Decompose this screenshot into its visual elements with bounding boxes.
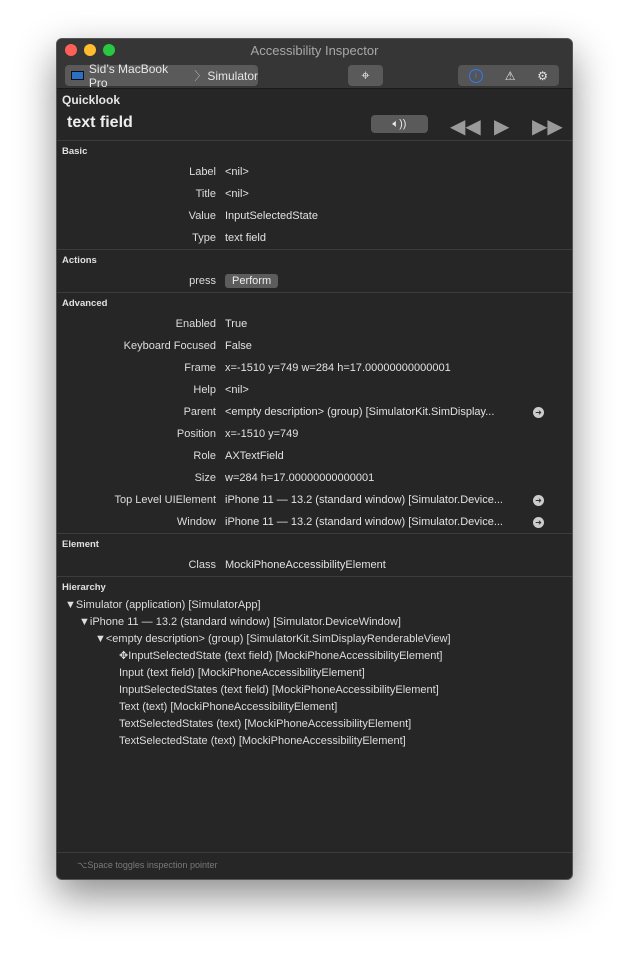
navigate-arrow-icon[interactable]: ➜ (533, 517, 544, 528)
row-label: Title (195, 188, 216, 200)
section-header: Advanced (62, 298, 108, 309)
row-label: Parent (183, 406, 216, 418)
actions-section (57, 250, 572, 293)
chevron-right-icon: 〉 (194, 69, 207, 83)
perform-button[interactable]: Perform (225, 274, 278, 288)
row-label: Class (188, 559, 216, 571)
warning-icon[interactable]: ⚠ (504, 68, 516, 83)
speaker-icon: 🔈︎)) (392, 117, 407, 130)
row-label: Keyboard Focused (123, 340, 216, 352)
hierarchy-item[interactable]: InputSelectedStates (text field) [MockiPhoneAccessibilityElement] (119, 684, 439, 696)
row-value: w=284 h=17.00000000000001 (225, 472, 375, 484)
property-row (57, 379, 572, 401)
row-value: <empty description> (group) [SimulatorKit.SimDisplay... (225, 406, 495, 418)
section-header: Actions (62, 255, 97, 266)
navigate-arrow-icon[interactable]: ➜ (533, 407, 544, 418)
property-row (57, 313, 572, 335)
quicklook-heading: Quicklook (62, 93, 121, 107)
hierarchy-item[interactable]: ▼<empty description> (group) [SimulatorKit.SimDisplayRenderableView] (95, 633, 451, 645)
quicklook-panel (57, 89, 572, 141)
row-value: MockiPhoneAccessibilityElement (225, 559, 386, 571)
property-row (57, 467, 572, 489)
row-value: InputSelectedState (225, 210, 318, 222)
window-title: Accessibility Inspector (250, 43, 379, 58)
row-label: Frame (184, 362, 216, 374)
property-row (57, 423, 572, 445)
macbook-icon (71, 71, 84, 80)
hierarchy-item[interactable]: ✥InputSelectedState (text field) [MockiPhoneAccessibilityElement] (119, 650, 443, 662)
target-chooser[interactable] (65, 61, 258, 90)
row-value: iPhone 11 — 13.2 (standard window) [Simulator.Device... (225, 494, 503, 506)
row-value: <nil> (225, 188, 249, 200)
navigate-arrow-icon[interactable]: ➜ (533, 495, 544, 506)
row-label: Help (193, 384, 216, 396)
crosshair-icon[interactable]: ⌖ (348, 65, 383, 86)
row-value: True (225, 318, 248, 330)
element-section (57, 534, 572, 577)
row-label: Label (189, 166, 216, 178)
speak-button[interactable] (371, 115, 428, 133)
section-header: Basic (62, 146, 88, 157)
row-value: <nil> (225, 166, 249, 178)
row-label: Role (193, 450, 216, 462)
property-row (57, 511, 572, 533)
property-row (57, 445, 572, 467)
rewind-icon[interactable]: ◀◀ (450, 116, 481, 138)
hierarchy-item[interactable]: ▼iPhone 11 — 13.2 (standard window) [Simulator.DeviceWindow] (79, 616, 401, 628)
titlebar (57, 39, 572, 89)
row-label: Size (194, 472, 216, 484)
property-row (57, 335, 572, 357)
row-label: Position (176, 428, 216, 440)
row-label: Top Level UIElement (114, 494, 216, 506)
hierarchy-item[interactable]: ▼Simulator (application) [SimulatorApp] (65, 599, 261, 611)
property-row (57, 183, 572, 205)
info-icon[interactable]: i (469, 69, 483, 83)
row-label: Value (188, 210, 216, 222)
row-value: AXTextField (225, 450, 284, 462)
row-value: x=-1510 y=749 (225, 428, 299, 440)
section-header: Element (62, 539, 99, 550)
fast-forward-icon[interactable]: ▶▶ (532, 116, 563, 138)
play-icon[interactable]: ▶ (494, 116, 510, 138)
row-label: Window (176, 516, 216, 528)
footer-hint: ⌥Space toggles inspection pointer (57, 852, 572, 879)
section-header: Hierarchy (62, 582, 106, 593)
row-value: <nil> (225, 384, 249, 396)
basic-section (57, 141, 572, 250)
property-row (57, 357, 572, 379)
row-value: iPhone 11 — 13.2 (standard window) [Simulator.Device... (225, 516, 503, 528)
property-row (57, 489, 572, 511)
row-value: text field (225, 232, 266, 244)
action-label: press (189, 275, 216, 287)
hierarchy-item[interactable]: Input (text field) [MockiPhoneAccessibilityElement] (119, 667, 365, 679)
row-label: Type (192, 232, 216, 244)
hierarchy-item[interactable]: TextSelectedStates (text) [MockiPhoneAccessibilityElement] (119, 718, 412, 730)
advanced-section (57, 293, 572, 534)
hierarchy-item[interactable]: TextSelectedState (text) [MockiPhoneAccessibilityElement] (119, 735, 406, 747)
target-app: Simulator (207, 68, 258, 83)
hierarchy-item[interactable]: Text (text) [MockiPhoneAccessibilityElement] (119, 701, 338, 713)
property-row (57, 227, 572, 249)
target-device: Sid’s MacBook Pro (88, 61, 169, 90)
property-row (57, 161, 572, 183)
hierarchy-section (57, 577, 572, 750)
row-label: Enabled (175, 318, 216, 330)
quicklook-value: text field (67, 114, 133, 131)
row-value: x=-1510 y=749 w=284 h=17.00000000000001 (225, 362, 451, 374)
property-row (57, 205, 572, 227)
property-row (57, 401, 572, 423)
gear-icon[interactable]: ⚙ (537, 68, 549, 83)
row-value: False (225, 340, 252, 352)
accessibility-inspector-window (56, 38, 573, 880)
